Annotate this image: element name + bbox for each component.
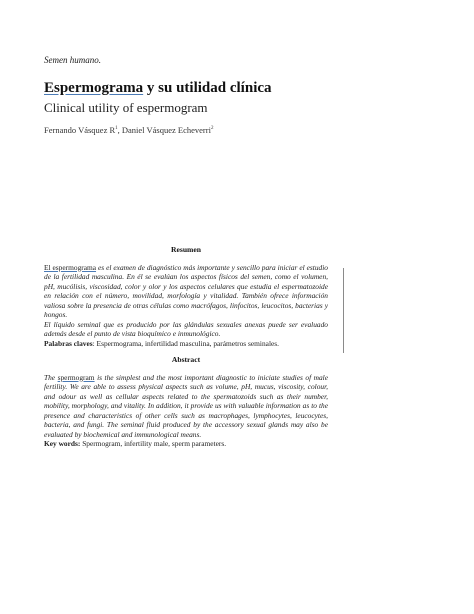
margin-rule xyxy=(343,268,344,353)
abstract-heading: Abstract xyxy=(171,355,201,364)
abstract-keywords xyxy=(44,439,328,449)
resumen-section xyxy=(44,245,328,348)
abstract-keyword-link[interactable]: spermogram xyxy=(57,372,95,382)
abstract-keywords-label: Key words: xyxy=(44,439,81,448)
abstract-lead: The xyxy=(44,372,58,382)
section-tag: Semen humano. xyxy=(44,55,101,65)
author-separator: , Daniel Vásquez Echeverri xyxy=(117,125,211,135)
resumen-keywords-label: Palabras claves xyxy=(44,338,93,348)
resumen-paragraph-2: El líquido seminal que es producido por las glándulas sexuales anexas puede ser evaluado además desde el punto de vista bioquímico e inmunológico. xyxy=(44,319,328,338)
author-line xyxy=(44,125,213,135)
title-keyword-link[interactable]: Espermograma xyxy=(44,80,144,96)
article-title xyxy=(44,80,272,97)
resumen-heading: Resumen xyxy=(171,245,201,254)
author-1: Fernando Vásquez R xyxy=(44,125,116,135)
resumen-keyword-link[interactable]: El espermograma xyxy=(44,262,97,272)
resumen-paragraph xyxy=(44,263,328,320)
article-subtitle: Clinical utility of espermogram xyxy=(44,100,208,115)
title-rest: y su utilidad clínica xyxy=(143,80,272,96)
abstract-paragraph xyxy=(44,373,328,440)
resumen-keywords xyxy=(44,339,328,349)
abstract-keywords-text: Spermogram, infertility male, sperm parameters. xyxy=(80,439,227,448)
resumen-paragraph-text: es el examen de diagnóstico más importante y sencillo para iniciar el estudio de la fertilidad masculina. En él se evalúan los aspectos físicos del semen, como el volumen, pH, mucólisis, viscosidad, color y olor y los aspectos celulares que estudia el espermatozoide en relación con el número, movilidad, morfología y vitalidad. También ofrece información valiosa sobre la presencia de otras células como macrófagos, linfocitos, leucocitos, bacterias y hongos. xyxy=(44,262,328,319)
author-1-affiliation: 1 xyxy=(115,126,118,132)
abstract-section xyxy=(44,355,328,449)
author-2-affiliation: 2 xyxy=(210,126,214,132)
resumen-keywords-text: : Espermograma, infertilidad masculina, parámetros seminales. xyxy=(92,338,280,348)
abstract-paragraph-text: is the simplest and the most important diagnostic to iniciate studies of male fertility. We are able to assess physical aspects such as volume, pH, mucus, viscosity, colour, and odour as well as cellular aspects related to the spermatozoids such as their number, mobility, morphology, and vitality. In addition, it provide us with valuable information as to the presence and characteristics of other cells such as macrophages, lymphocytes, leucocytes, bacteria, and fungi. The seminal fluid produced by the accessory sexual glands may also be evaluated by biochemical and immunological means. xyxy=(44,372,328,439)
